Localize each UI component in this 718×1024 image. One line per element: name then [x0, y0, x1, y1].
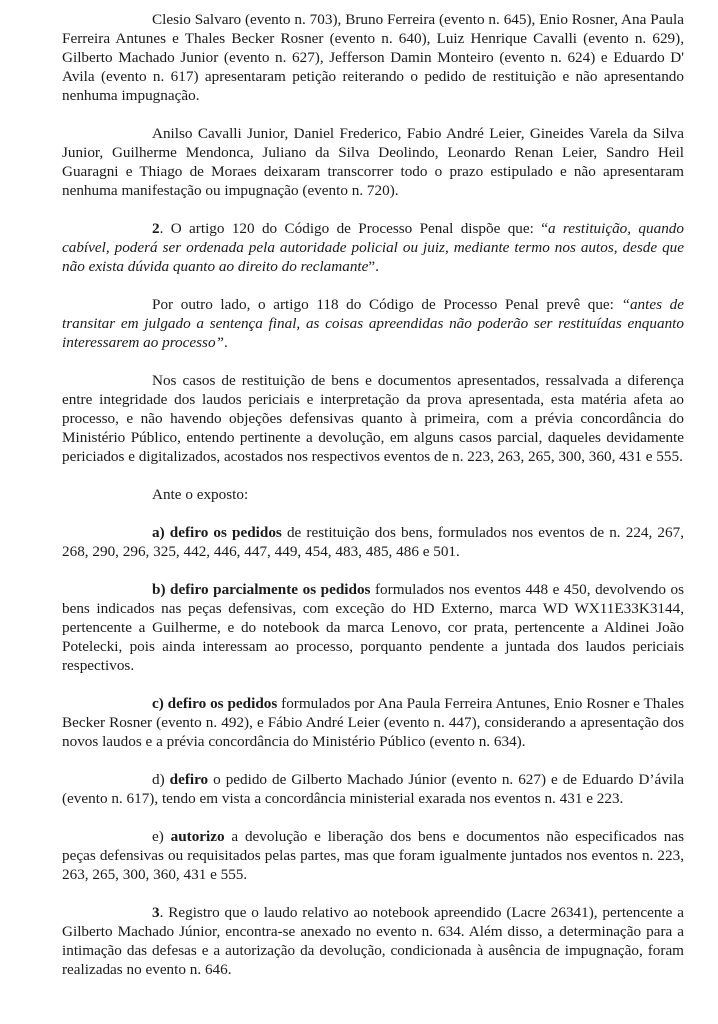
text-segment: ”. — [368, 258, 379, 275]
paragraph-item-c — [62, 694, 684, 751]
text-segment: . O artigo 120 do Código de Processo Penal dispõe que: “ — [159, 220, 548, 237]
text-segment: e) — [152, 828, 171, 845]
ruling-keyword: a) defiro os pedidos — [152, 524, 282, 541]
text-segment: Por outro lado, o artigo 118 do Código de Processo Penal prevê que: — [152, 296, 622, 313]
paragraph-item-d — [62, 770, 684, 808]
legal-quote: “antes de transitar em julgado a sentença final, as coisas apreendidas não poderão ser restituídas enquanto interessarem ao processo” — [62, 296, 684, 351]
paragraph-peticoes-reiterando — [62, 10, 684, 105]
text-segment: . — [224, 334, 228, 351]
paragraph-sem-manifestacao — [62, 124, 684, 200]
text-segment: Anilso Cavalli Junior, Daniel Frederico, Fabio André Leier, Gineides Varela da Silva Junior, Guilherme Mendonca, Juliano da Silva Deolindo, Leonardo Renan Leier, Sandro Heil Guaragni e Thiago de Moraes deixaram transcorrer todo o prazo estipulado e não apresentaram nenhuma manifestação ou impugnação (evento n. 720). — [62, 125, 684, 199]
text-segment: de restituição dos bens, formulados nos eventos de n. 224, 267, 268, 290, 296, 325, 442, 446, 447, 449, 454, 483, 485, 486 e 501. — [62, 524, 684, 560]
paragraph-item-e — [62, 827, 684, 884]
section-number: 3 — [152, 904, 160, 921]
text-segment: . Registro que o laudo relativo ao notebook apreendido (Lacre 26341), pertencente a Gilberto Machado Júnior, encontra-se anexado no evento n. 634. Além disso, a determinação para a intimação das defesas e a autorização da devolução, condicionada à ausência de impugnação, foram realizadas no evento n. 646. — [62, 904, 684, 978]
legal-quote: a restituição, quando cabível, poderá ser ordenada pela autoridade policial ou juiz, mediante termo nos autos, desde que não exista dúvida quanto ao direito do reclamante — [62, 220, 684, 275]
ruling-keyword: autorizo — [170, 828, 225, 845]
text-segment: a devolução e liberação dos bens e documentos não especificados nas peças defensivas ou requisitados pelas partes, mas que foram igualmente juntados nos eventos n. 223, 263, 265, 300, 360, 431 e 555. — [62, 828, 684, 883]
text-segment: o pedido de Gilberto Machado Júnior (evento n. 627) e de Eduardo D’ávila (evento n. 617), tendo em vista a concordância ministerial exarada nos eventos n. 431 e 223. — [62, 771, 684, 807]
ruling-keyword: defiro — [169, 771, 209, 788]
paragraph-artigo-118 — [62, 295, 684, 352]
text-segment: formulados nos eventos 448 e 450, devolvendo os bens indicados nas peças defensivas, com exceção do HD Externo, marca WD WX11E33K3144, pertencente a Guilherme, e do notebook da marca Lenovo, cor prata, pertencente a Aldinei João Potelecki, pois ainda interessam ao processo, porquanto pendente a juntada dos laudos periciais respectivos. — [62, 581, 684, 674]
paragraph-item-a — [62, 523, 684, 561]
paragraph-item-b — [62, 580, 684, 675]
ruling-keyword: c) defiro os pedidos — [152, 695, 278, 712]
text-segment: Clesio Salvaro (evento n. 703), Bruno Ferreira (evento n. 645), Enio Rosner, Ana Paula Ferreira Antunes e Thales Becker Rosner (evento n. 640), Luiz Henrique Cavalli (evento n. 629), Gilberto Machado Junior (evento n. 627), Jefferson Damin Monteiro (evento n. 624) e Eduardo D' Avila (evento n. 617) apresentaram petição reiterando o pedido de restituição e não apresentando nenhuma impugnação. — [62, 11, 684, 104]
paragraph-restituicao-bens — [62, 371, 684, 466]
text-segment: Nos casos de restituição de bens e documentos apresentados, ressalvada a diferença entre integridade dos laudos periciais e interpretação da prova apresentada, esta matéria afeta ao processo, e não havendo objeções defensivas quanto à primeira, com a prévia concordância do Ministério Público, entendo pertinente a devolução, em alguns casos parcial, daqueles devidamente periciados e digitalizados, acostados nos respectivos eventos de n. 223, 263, 265, 300, 360, 431 e 555. — [62, 372, 684, 465]
text-segment: Ante o exposto: — [152, 486, 249, 503]
paragraph-ante-o-exposto — [62, 485, 684, 504]
text-segment: formulados por Ana Paula Ferreira Antunes, Enio Rosner e Thales Becker Rosner (evento n. 492), e Fábio André Leier (evento n. 447), considerando a apresentação dos novos laudos e a prévia concordância do Ministério Público (evento n. 634). — [62, 695, 684, 750]
ruling-keyword: b) defiro parcialmente os pedidos — [152, 581, 371, 598]
paragraph-registro-laudo — [62, 903, 684, 979]
text-segment: d) — [152, 771, 170, 788]
section-number: 2 — [152, 220, 160, 237]
paragraph-artigo-120 — [62, 219, 684, 276]
